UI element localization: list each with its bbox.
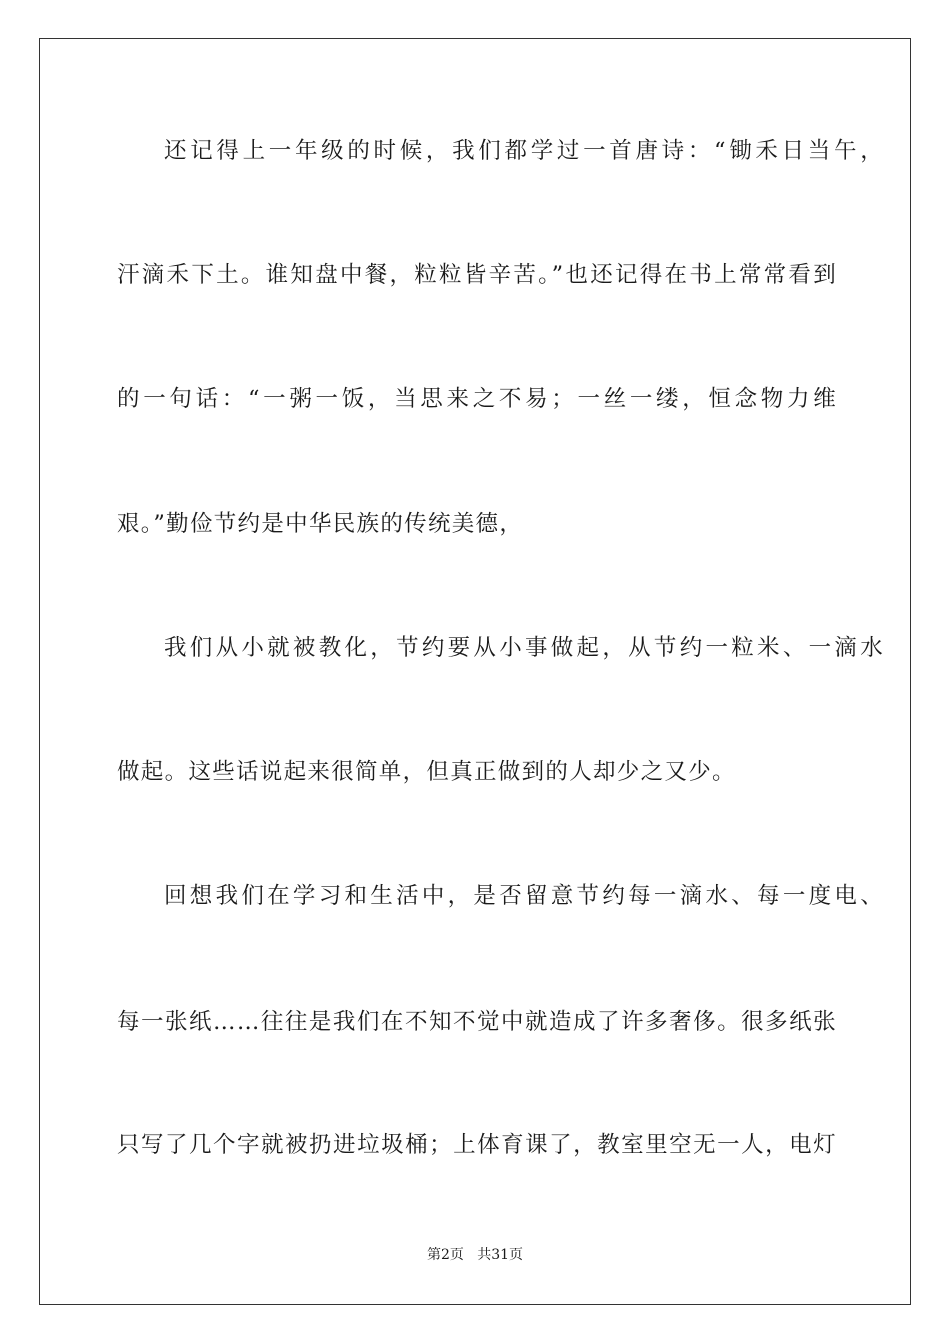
text-line-5: 我们从小就被教化，节约要从小事做起，从节约一粒米、一滴水 [164, 635, 884, 661]
page-frame [39, 38, 911, 1305]
text-line-2: 汗滴禾下土。谁知盘中餐，粒粒皆辛苦。”也还记得在书上常常看到 [117, 262, 837, 288]
text-line-6: 做起。这些话说起来很简单，但真正做到的人却少之又少。 [117, 759, 736, 785]
text-line-9: 只写了几个字就被扔进垃圾桶；上体育课了，教室里空无一人，电灯 [117, 1132, 837, 1158]
text-line-3: 的一句话：“一粥一饭，当思来之不易；一丝一缕，恒念物力维 [117, 386, 837, 412]
page-number-footer: 第2页 共31页 [426, 1247, 524, 1263]
text-line-1: 还记得上一年级的时候，我们都学过一首唐诗：“锄禾日当午， [164, 138, 884, 164]
text-line-7: 回想我们在学习和生活中，是否留意节约每一滴水、每一度电、 [164, 883, 884, 909]
text-line-8: 每一张纸……往往是我们在不知不觉中就造成了许多奢侈。很多纸张 [117, 1009, 837, 1035]
text-line-4: 艰。”勤俭节约是中华民族的传统美德， [117, 511, 524, 537]
